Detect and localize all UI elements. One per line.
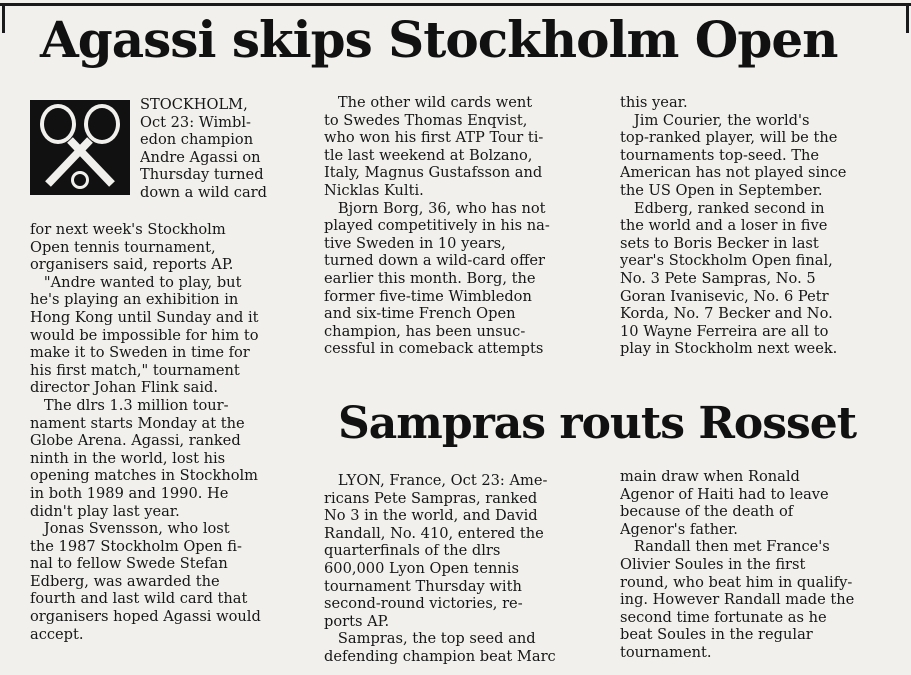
article1-column-3: this year. Jim Courier, the world's top-ranked player, will be the tournaments top-seed. The American has not played since the US Open in September. Edberg, ranked second in the world and a loser in five sets to Boris Becker in last year's Stockholm Open final, No. 3 Pete Sampras, No. 5 Goran Ivanisevic, No. 6 Petr Korda, No. 7 Becker and No. 10 Wayne Ferreira are all to play in Stockholm next week. xyxy=(620,94,847,358)
right-border-rule xyxy=(906,3,909,33)
left-border-rule xyxy=(2,3,5,33)
article1-column-1: for next week's Stockholm Open tennis tournament, organisers said, reports AP. "Andre wanted to play, but he's playing an exhibition in Hong Kong until Sunday and it would be impossible for him to make it to Sweden in time for his first match," tournament director Johan Flink said. The dlrs 1.3 million tour- nament starts Monday at the Globe Arena. Agassi, ranked ninth in the world, lost his opening matches in Stockholm in both 1989 and 1990. He didn't play last year. Jonas Svensson, who lost the 1987 Stockholm Open fi- nal to fellow Swede Stefan Edberg, was awarded the fourth and last wild card that organisers hoped Agassi would accept. xyxy=(30,221,261,643)
article2-column-1: LYON, France, Oct 23: Ame- ricans Pete Sampras, ranked No 3 in the world, and David Randall, No. 410, entered the quarterfinals of the dlrs 600,000 Lyon Open tennis tournament Thursday with second-round victories, re- ports AP. Sampras, the top seed and defending champion beat Marc xyxy=(324,472,556,665)
article1-lead-paragraph: STOCKHOLM, Oct 23: Wimbl- edon champion Andre Agassi on Thursday turned down a wild card xyxy=(140,96,267,201)
article1-headline: Agassi skips Stockholm Open xyxy=(40,10,838,69)
article1-column-2: The other wild cards went to Swedes Thomas Enqvist, who won his first ATP Tour ti- tle last weekend at Bolzano, Italy, Magnus Gustafsson and Nicklas Kulti. Bjorn Borg, 36, who has not played competitively in his na- tive Sweden in 10 years, turned down a wild-card offer earlier this month. Borg, the former five-time Wimbledon and six-time French Open champion, has been unsuc- cessful in comeback attempts xyxy=(324,94,550,358)
article2-headline: Sampras routs Rosset xyxy=(338,398,857,449)
tennis-rackets-logo-icon xyxy=(30,100,130,195)
top-border-rule xyxy=(0,3,911,6)
article2-column-2: main draw when Ronald Agenor of Haiti had to leave because of the death of Agenor's father. Randall then met France's Olivier Soules in the first round, who beat him in qualify- ing. However Randall made the second time fortunate as he beat Soules in the regular tournament. xyxy=(620,468,855,661)
